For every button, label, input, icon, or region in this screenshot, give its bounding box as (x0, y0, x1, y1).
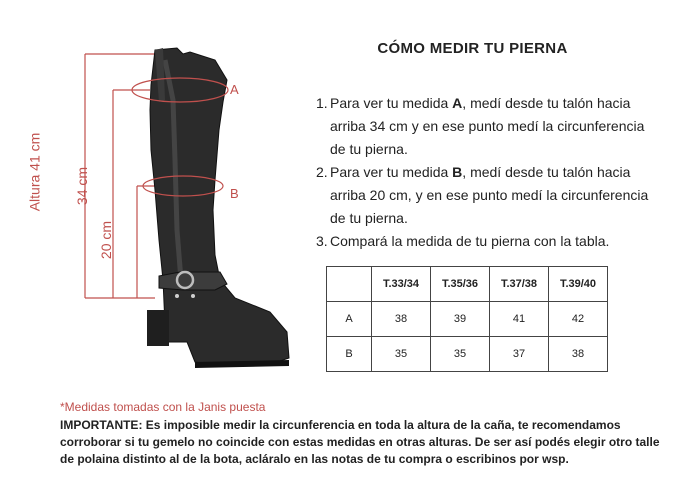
table-cell: B (327, 337, 372, 372)
table-header-row (327, 267, 608, 302)
table-header-cell (327, 267, 372, 302)
table-row (327, 337, 608, 372)
instruction-step: 2. Para ver tu medida B, medí desde tu talón hacia arriba 20 cm, y en ese punto medí la circunferencia de tu pierna. (316, 164, 649, 226)
table-cell: 38 (372, 302, 431, 337)
table-cell: 35 (372, 337, 431, 372)
instruction-step: 1. Para ver tu medida A, medí desde tu talón hacia arriba 34 cm y en ese punto medí la circunferencia de tu pierna. (316, 95, 645, 157)
height-a-label: 34 cm (74, 166, 91, 206)
height-b-label: 20 cm (98, 220, 115, 260)
marker-a-label: A (230, 82, 239, 97)
table-cell: 37 (490, 337, 549, 372)
table-header-cell: T.35/36 (431, 267, 490, 302)
table-cell: 42 (549, 302, 608, 337)
height-total-label: Altura 41 cm (25, 132, 42, 212)
instruction-step: 3. Compará la medida de tu pierna con la tabla. (316, 233, 610, 249)
footnote: *Medidas tomadas con la Janis puesta (60, 400, 266, 414)
table-cell: A (327, 302, 372, 337)
table-cell: 41 (490, 302, 549, 337)
boot-icon (147, 48, 289, 368)
size-table (326, 266, 608, 372)
table-header-cell: T.39/40 (549, 267, 608, 302)
instruction-list (316, 92, 656, 253)
table-cell: 39 (431, 302, 490, 337)
important-note: IMPORTANTE: Es imposible medir la circunferencia en toda la altura de la caña, te recomendamos corroborar si tu gemelo no coincide con estas medidas en otras alturas. De ser así podés elegir otro talle de polaina distinto al de la bota, acláralo en las notas de tu compra o escribinos por wsp. (60, 418, 660, 466)
table-cell: 35 (431, 337, 490, 372)
page-title: CÓMO MEDIR TU PIERNA (377, 40, 568, 57)
marker-b-label: B (230, 186, 239, 201)
boot-measurement-illustration (55, 40, 315, 385)
table-header-cell: T.33/34 (372, 267, 431, 302)
table-header-cell: T.37/38 (490, 267, 549, 302)
table-row (327, 302, 608, 337)
table-cell: 38 (549, 337, 608, 372)
